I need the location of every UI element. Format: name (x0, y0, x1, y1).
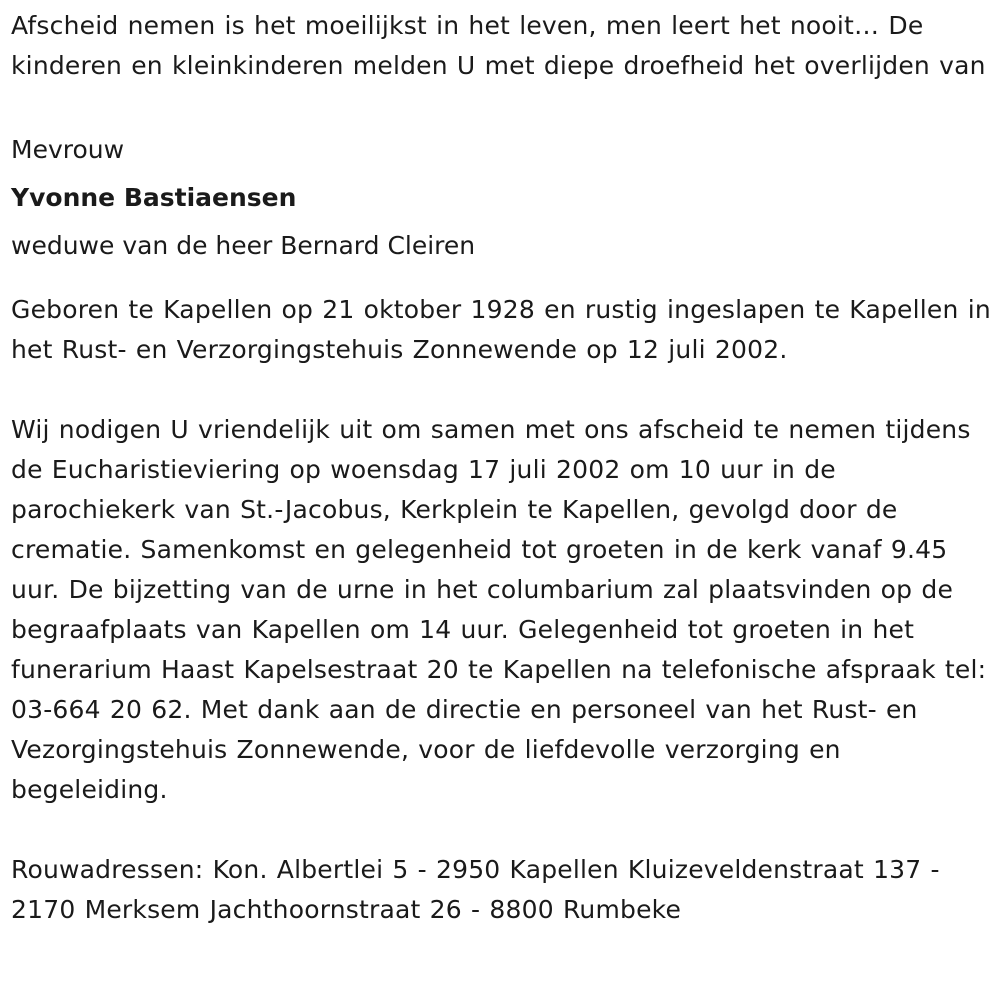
relation-line: weduwe van de heer Bernard Cleiren (11, 231, 476, 260)
salutation: Mevrouw (11, 135, 125, 164)
addresses-paragraph: Rouwadressen: Kon. Albertlei 5 - 2950 Kapellen Kluizeveldenstraat 137 - 2170 Merksem Jachthoornstraat 26 - 8800 Rumbeke (11, 855, 940, 924)
spacer (11, 270, 991, 290)
ceremony-paragraph: Wij nodigen U vriendelijk uit om samen met ons afscheid te nemen tijdens de Eucharistieviering op woensdag 17 juli 2002 om 10 uur in de parochiekerk van St.-Jacobus, Kerkplein te Kapellen, gevolgd door de crematie. Samenkomst en gelegenheid tot groeten in de kerk vanaf 9.45 uur. De bijzetting van de urne in het columbarium zal plaatsvinden op de begraafplaats van Kapellen om 14 uur. Gelegenheid tot groeten in het funerarium Haast Kapelsestraat 20 te Kapellen na telefonische afspraak tel: 03-664 20 62. Met dank aan de directie en personeel van het Rust- en Vezorgingstehuis Zonnewende, voor de liefdevolle verzorging en begeleiding. (11, 415, 987, 804)
deceased-name: Yvonne Bastiaensen (11, 183, 297, 212)
spacer (11, 810, 991, 850)
obituary-notice (11, 6, 991, 930)
intro-paragraph: Afscheid nemen is het moeilijkst in het leven, men leert het nooit… De kinderen en kleinkinderen melden U met diepe droefheid het overlijden van (11, 11, 986, 80)
spacer (11, 86, 991, 126)
birth-death-paragraph: Geboren te Kapellen op 21 oktober 1928 en rustig ingeslapen te Kapellen in het Rust- en Verzorgingstehuis Zonnewende op 12 juli 2002. (11, 295, 991, 364)
spacer (11, 370, 991, 410)
